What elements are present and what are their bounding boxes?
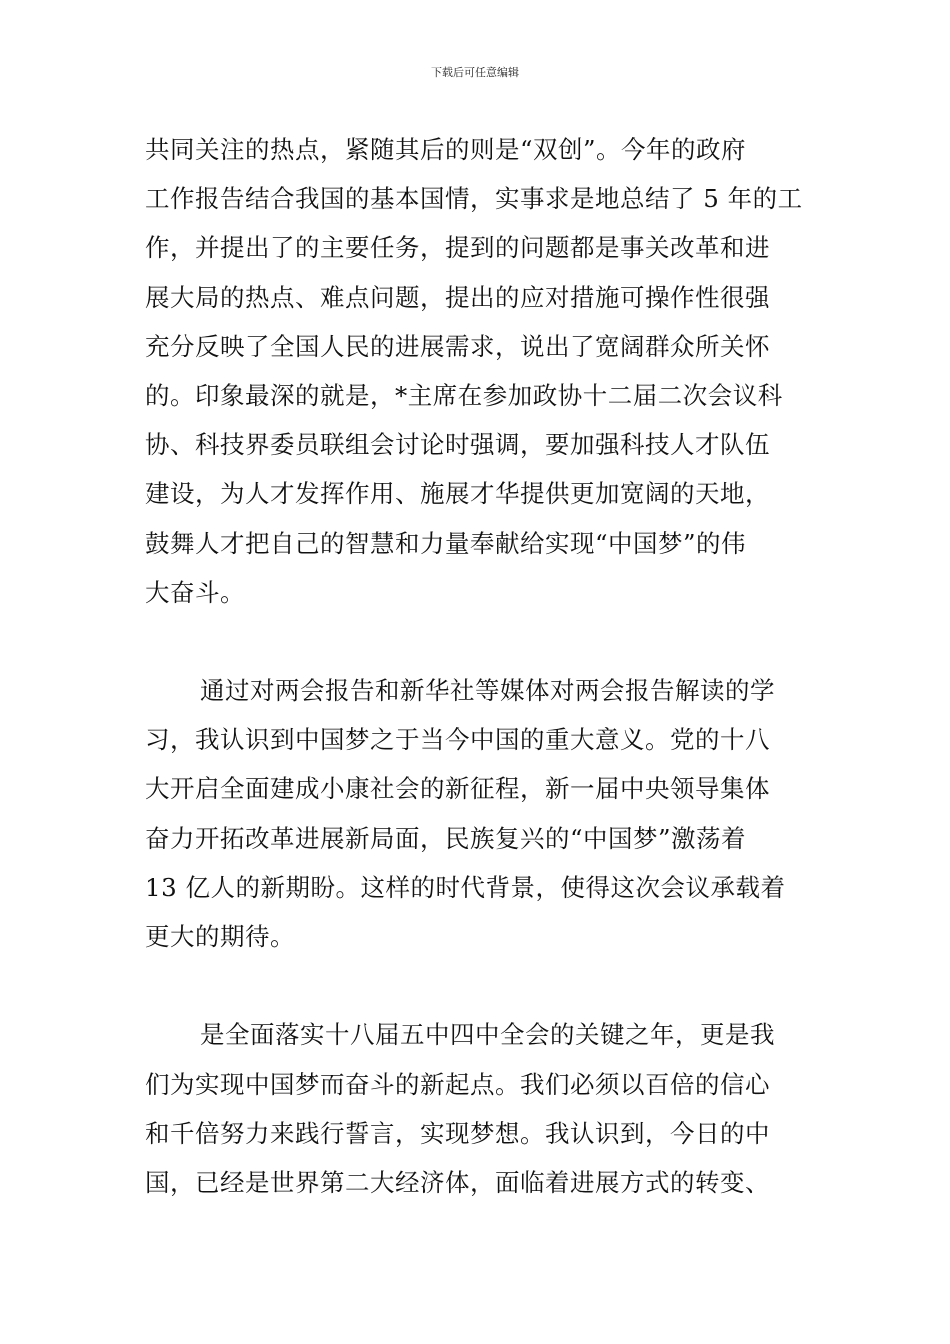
text-line: 大开启全面建成小康社会的新征程，新一届中央领导集体: [145, 774, 770, 804]
text-line: 奋力开拓改革进展新局面，民族复兴的“中国梦”激荡着: [145, 823, 747, 853]
text-line: 展大局的热点、难点问题，提出的应对措施可操作性很强: [145, 282, 770, 312]
text-line: 工作报告结合我国的基本国情，实事求是地总结了 5 年的工: [145, 184, 803, 214]
text-line: 鼓舞人才把自己的智慧和力量奉献给实现“中国梦”的伟: [145, 528, 747, 558]
text-line: 通过对两会报告和新华社等媒体对两会报告解读的学: [200, 676, 775, 706]
document-body: [145, 125, 810, 1207]
paragraph-spacer: [145, 617, 810, 666]
paragraph-2: [145, 666, 810, 961]
text-line: 更大的期待。: [145, 922, 295, 951]
text-line: 充分反映了全国人民的进展需求，说出了宽阔群众所关怀: [145, 331, 770, 361]
text-line: 国，已经是世界第二大经济体，面临着进展方式的转变、: [145, 1167, 770, 1197]
text-line: 的。印象最深的就是，*主席在参加政协十二届二次会议科: [145, 380, 783, 410]
text-line: 共同关注的热点，紧随其后的则是“双创”。今年的政府: [145, 135, 747, 164]
page-header: 下载后可任意编辑: [431, 66, 519, 79]
paragraph-spacer: [145, 961, 810, 1010]
text-line: 和千倍努力来践行誓言，实现梦想。我认识到，今日的中: [145, 1118, 770, 1148]
text-line: 建设，为人才发挥作用、施展才华提供更加宽阔的天地，: [145, 479, 770, 509]
text-line: 协、科技界委员联组会讨论时强调，要加强科技人才队伍: [145, 430, 770, 460]
paragraph-3: [145, 1010, 810, 1207]
text-line: 是全面落实十八届五中四中全会的关键之年，更是我: [200, 1020, 775, 1050]
text-line: 大奋斗。: [145, 577, 245, 607]
paragraph-1: [145, 125, 810, 617]
text-line: 们为实现中国梦而奋斗的新起点。我们必须以百倍的信心: [145, 1069, 770, 1099]
text-line: 作，并提出了的主要任务，提到的问题都是事关改革和进: [145, 233, 770, 263]
text-line: 习，我认识到中国梦之于当今中国的重大意义。党的十八: [145, 725, 770, 755]
text-line: 13 亿人的新期盼。这样的时代背景，使得这次会议承载着: [145, 872, 786, 902]
